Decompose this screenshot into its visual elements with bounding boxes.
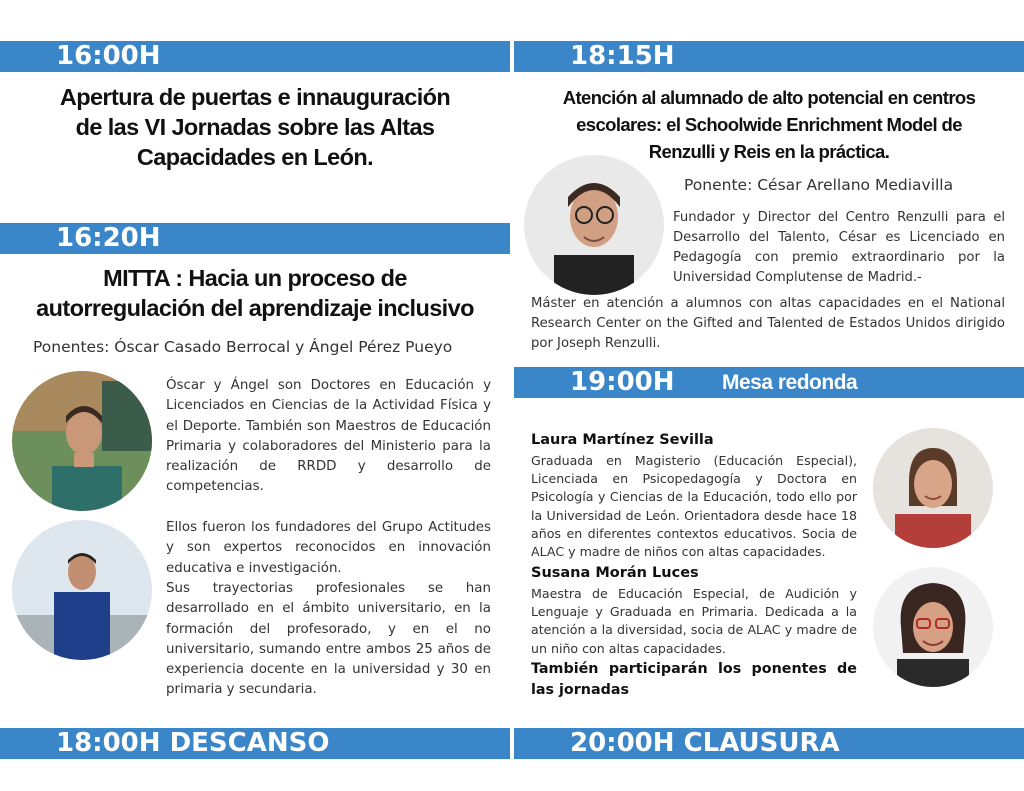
photo-angel [12,520,152,660]
time-bar-1620 [0,223,510,254]
panelist-name-laura: Laura Martínez Sevilla [531,432,714,448]
clausura-label: 20:00H CLAUSURA [570,728,840,758]
time-bar-1600 [0,41,510,72]
descanso-label: 18:00H DESCANSO [56,728,330,758]
bio-mitta-2: Ellos fueron los fundadores del Grupo Actitudes y son expertos reconocidos en innovación educativa e investigación. [166,520,491,576]
panelist-bio-laura: Graduada en Magisterio (Educación Especial), Licenciada en Psicopedagogía y Doctora en Psicología y Ciencias de la Educación, todo ello por la Universidad de León. Orientadora desde hace 18 años en diferentes contextos educativos. Socia de ALAC y madre de niños con altas capacidades. [531,453,857,560]
photo-laura [873,428,993,548]
time-label-1620: 16:20H [56,223,161,253]
time-label-1815: 18:15H [570,41,675,71]
time-label-1900: 19:00H [570,367,675,397]
speakers-mitta: Ponentes: Óscar Casado Berrocal y Ángel Pérez Pueyo [33,338,453,356]
bio-cesar-2: Máster en atención a alumnos con altas capacidades en el National Research Center on the Gifted and Talented de Estados Unidos dirigido por Joseph Renzulli. [531,296,1005,351]
bio-mitta-1: Óscar y Ángel son Doctores en Educación y Licenciados en Ciencias de la Actividad Física y el Deporte. También son Maestros de Educación Primaria y colaboradores del Ministerio para la realización de RRDD y desarrollo de competencias. [166,378,491,495]
bio-cesar-1: Fundador y Director del Centro Renzulli para el Desarrollo del Talento, César es Licenciado en Pedagogía con premio extraordinario por la Universidad Complutense de Madrid.- [673,210,1005,285]
time-bar-1815 [514,41,1024,72]
bio-mitta-3: Sus trayectorias profesionales se han desarrollado en el ámbito universitario, en la formación del profesorado, y en el no universitario, sumando entre ambos 25 años de experiencia docente en la universidad y 30 en primaria y secundaria. [166,581,491,698]
photo-oscar [12,371,152,511]
mesa-redonda-label: Mesa redonda [722,371,858,394]
title-mitta: MITTA : Hacia un proceso de autorregulación del aprendizaje inclusivo [36,265,474,321]
time-label-1600: 16:00H [56,41,161,71]
photo-susana [873,567,993,687]
panelist-bio-susana: Maestra de Educación Especial, de Audición y Lenguaje y Graduada en Primaria. Dedicada a la atención a la diversidad, socia de ALAC y madre de un niño con altas capacidades. [531,586,857,656]
panelist-name-susana: Susana Morán Luces [531,565,699,581]
time-bar-1900 [514,367,1024,398]
time-bar-descanso [0,728,510,759]
photo-cesar [524,155,664,295]
speaker-cesar: Ponente: César Arellano Mediavilla [684,176,954,194]
closing-note: También participarán los ponentes de las jornadas [531,661,857,698]
title-apertura: Apertura de puertas e innauguración de las VI Jornadas sobre las Altas Capacidades en León. [59,84,451,170]
title-renzulli: Atención al alumnado de alto potencial en centros escolares: el Schoolwide Enrichment Model de Renzulli y Reis en la práctica. [562,87,976,162]
time-bar-clausura [514,728,1024,759]
